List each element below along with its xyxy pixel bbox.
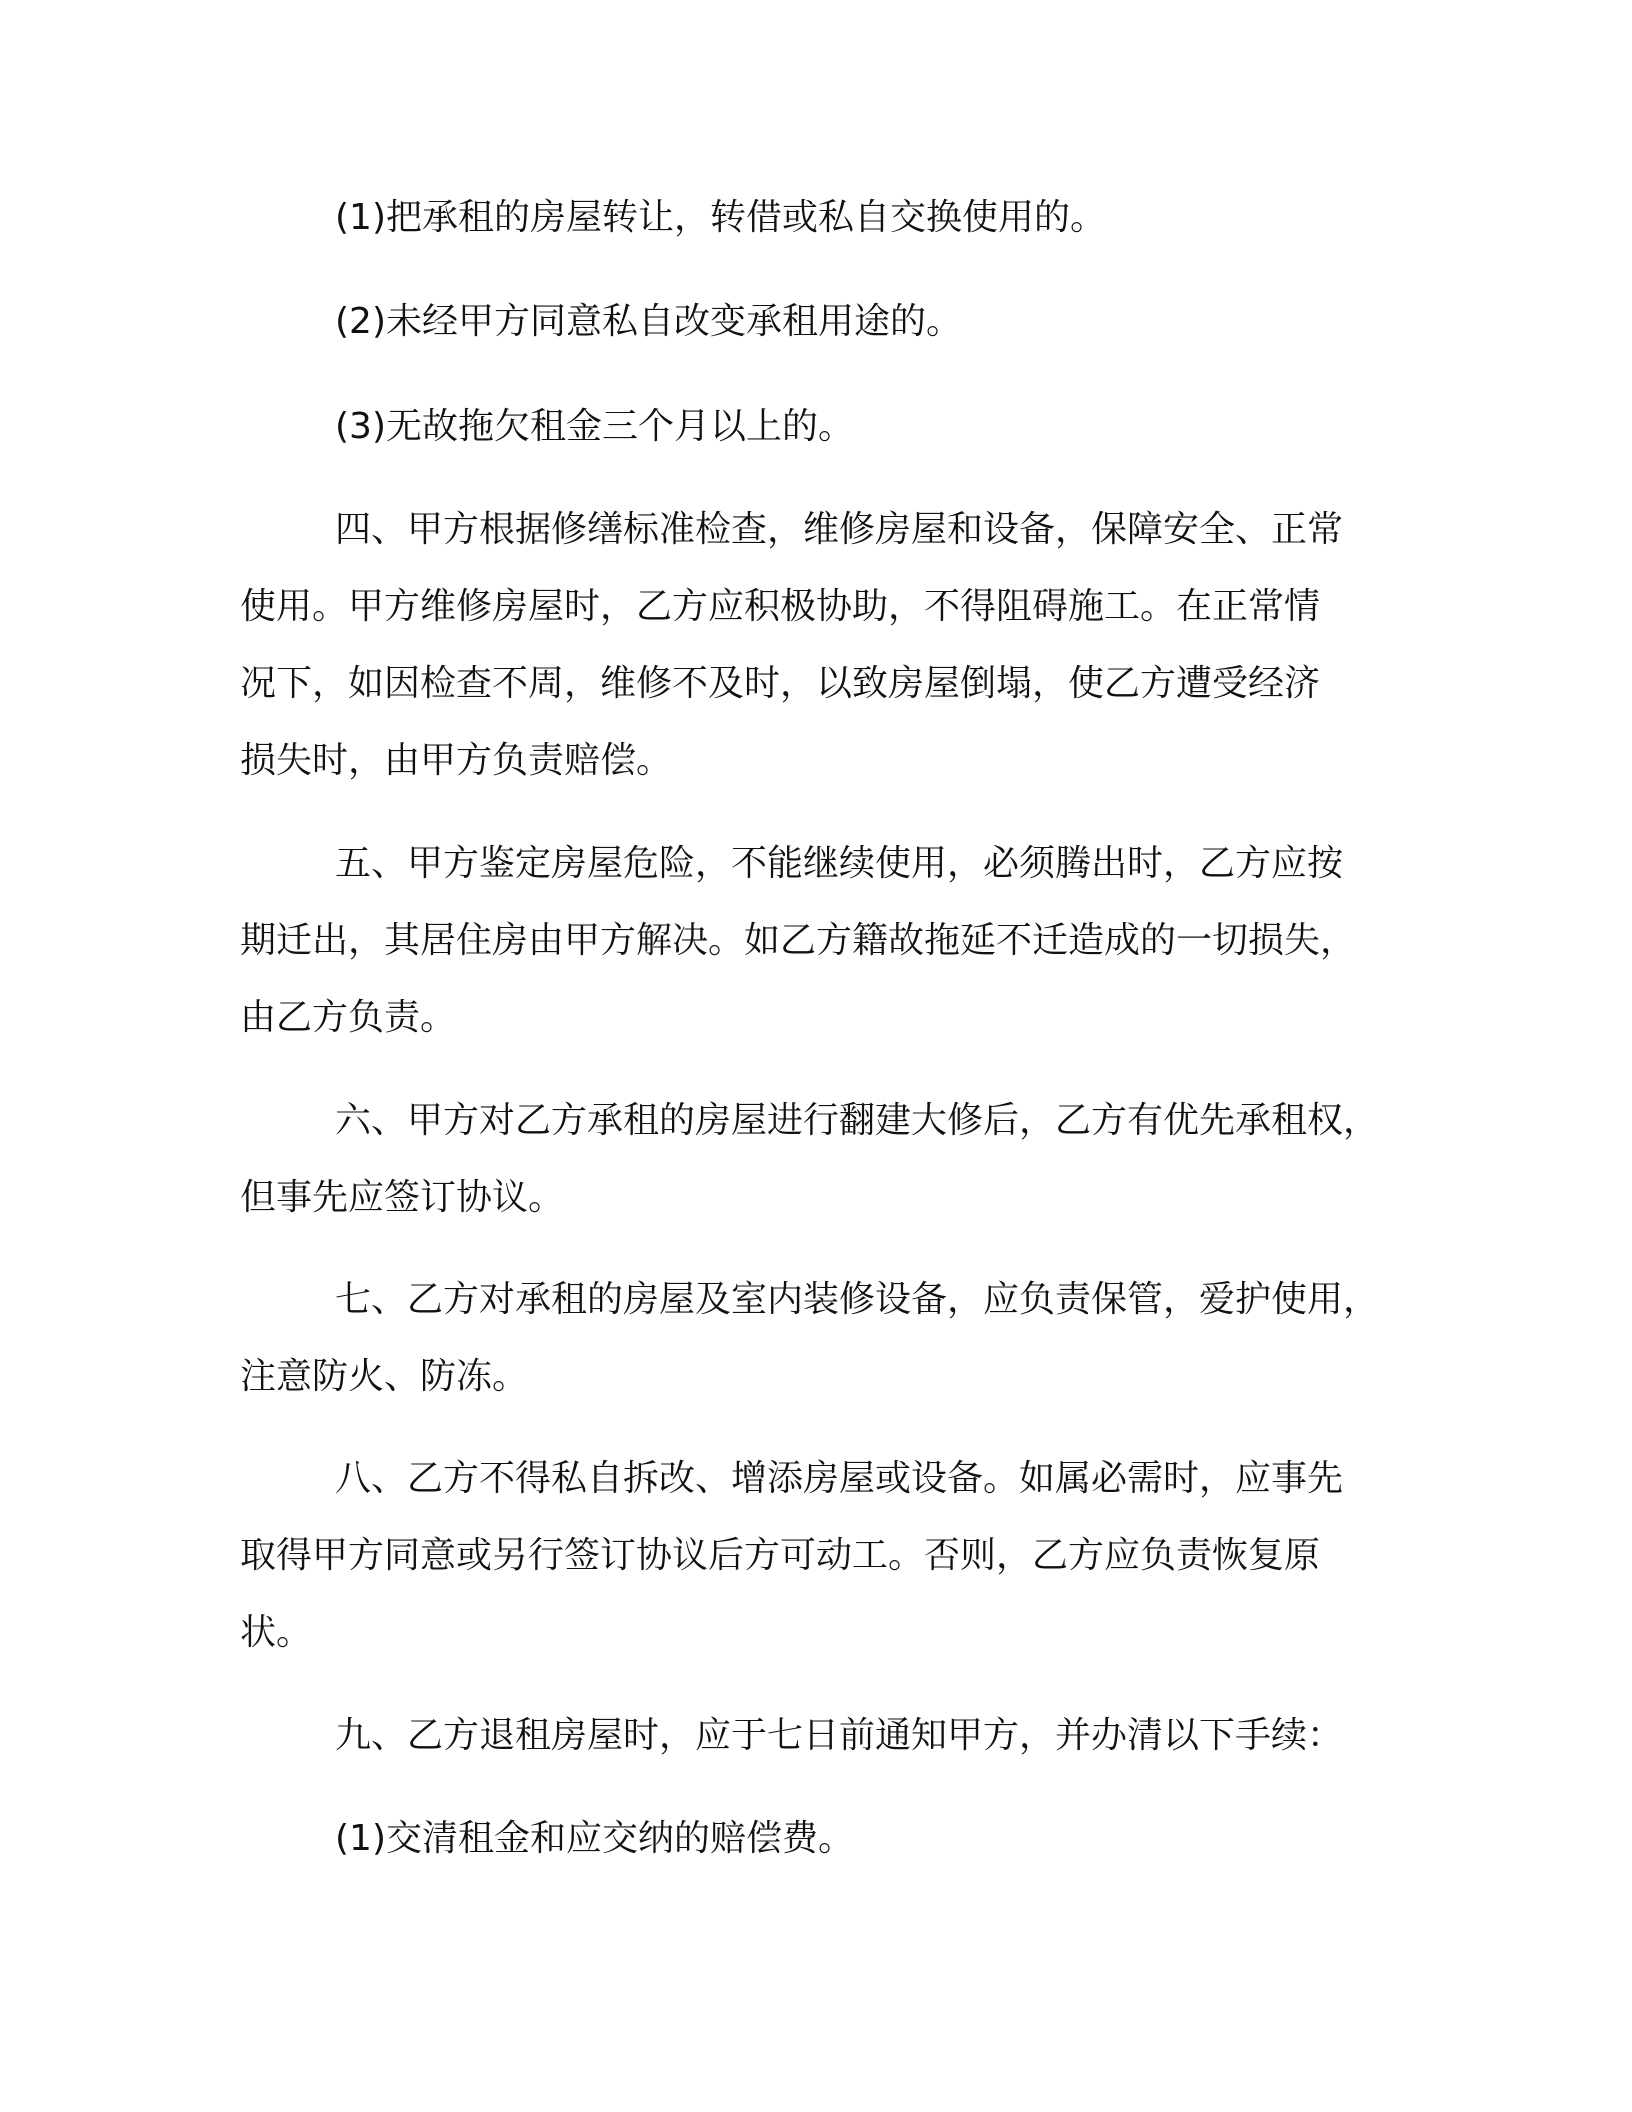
item-2-change-use [240, 283, 1400, 360]
text-line: (2)未经甲方同意私自改变承租用途的。 [335, 301, 962, 342]
clause-5 [240, 825, 1400, 1056]
text-line: 但事先应签订协议。 [240, 1177, 565, 1218]
text-line: 取得甲方同意或另行签订协议后方可动工。否则，乙方应负责恢复原 [240, 1535, 1321, 1576]
clause-6 [240, 1082, 1400, 1236]
clause-9 [240, 1697, 1400, 1774]
text-line: 七、乙方对承租的房屋及室内装修设备，应负责保管，爱护使用， [335, 1279, 1380, 1320]
text-line: 注意防火、防冻。 [240, 1356, 529, 1397]
item-1-sublet [240, 179, 1400, 256]
text-line: 四、甲方根据修缮标准检查，维修房屋和设备，保障安全、正常 [335, 509, 1344, 550]
text-line: 状。 [240, 1612, 313, 1653]
clause-7 [240, 1261, 1400, 1415]
text-line: 期迁出，其居住房由甲方解决。如乙方籍故拖延不迁造成的一切损失， [240, 920, 1357, 961]
text-line: 损失时，由甲方负责赔偿。 [240, 740, 673, 781]
clause-9-item-1 [240, 1800, 1400, 1877]
text-line: 六、甲方对乙方承租的房屋进行翻建大修后，乙方有优先承租权， [335, 1100, 1380, 1141]
item-3-arrears [240, 388, 1400, 465]
text-line: 九、乙方退租房屋时，应于七日前通知甲方，并办清以下手续： [335, 1715, 1344, 1756]
text-line: (1)交清租金和应交纳的赔偿费。 [335, 1818, 854, 1859]
text-line: 八、乙方不得私自拆改、增添房屋或设备。如属必需时，应事先 [335, 1458, 1344, 1499]
text-line: (3)无故拖欠租金三个月以上的。 [335, 406, 854, 447]
clause-4 [240, 491, 1400, 799]
text-line: (1)把承租的房屋转让，转借或私自交换使用的。 [335, 197, 1106, 238]
text-line: 由乙方负责。 [240, 997, 457, 1038]
text-line: 使用。甲方维修房屋时，乙方应积极协助，不得阻碍施工。在正常情 [240, 586, 1321, 627]
text-line: 况下，如因检查不周，维修不及时，以致房屋倒塌，使乙方遭受经济 [240, 663, 1321, 704]
clause-8 [240, 1440, 1400, 1671]
text-line: 五、甲方鉴定房屋危险，不能继续使用，必须腾出时，乙方应按 [335, 843, 1344, 884]
